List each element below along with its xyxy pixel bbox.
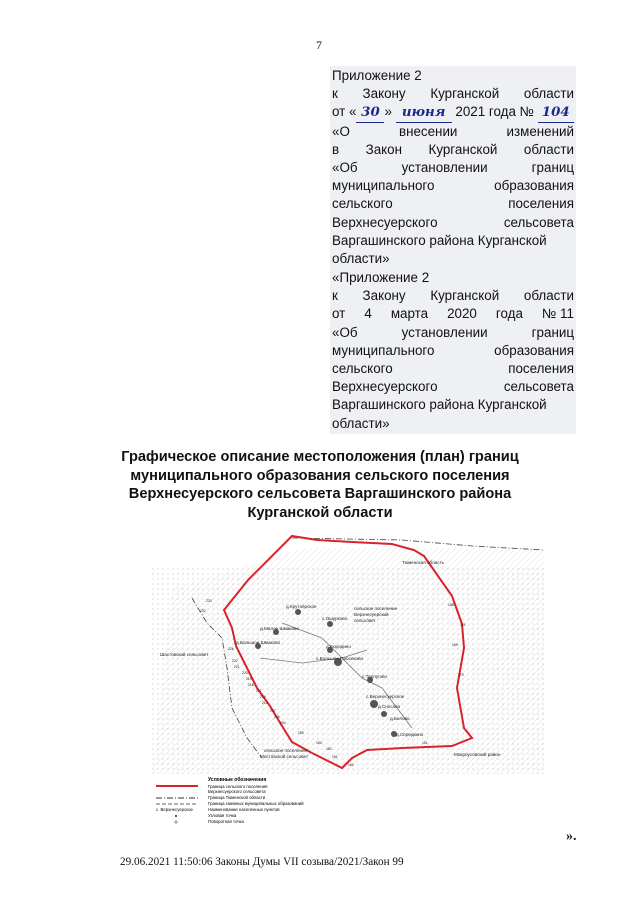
point-number: 226 (228, 647, 234, 651)
map-label: с.Терпугово (362, 674, 388, 679)
appendix-line: сельского поселения (332, 361, 574, 377)
point-number: 233 (206, 599, 212, 603)
legend-title: Условные обозначения (208, 777, 267, 783)
map-label: сельское поселение (354, 606, 398, 611)
map-label: с.Ошурково (322, 616, 348, 621)
point-number: 216 (260, 695, 266, 699)
point-number: 207 (270, 709, 276, 713)
map-label: Тюменская область (402, 560, 444, 565)
point-number: 222 (232, 659, 238, 663)
settlement-marker (295, 609, 301, 615)
map-label: д.Бородино (326, 644, 351, 649)
map-label: сельсовет (354, 618, 376, 623)
map-label: Мокроусовский район (454, 752, 501, 757)
map-label: д.Сносово (378, 704, 401, 709)
legend-item: Поворотная точка (208, 819, 244, 824)
appendix-line: в Закон Курганской области (332, 141, 574, 157)
legend-item: Граница Тюменской области (208, 795, 266, 800)
legend-turn-point-icon (175, 821, 177, 823)
legend-item: Граница смежных муниципальных образований (208, 801, 304, 806)
map-label: д.Середкино (396, 732, 424, 737)
appendix-line: области» (332, 415, 390, 431)
point-number: 182 (326, 747, 332, 751)
point-number: 217 (256, 689, 262, 693)
map-label: д.Крутоярское (286, 604, 317, 609)
appendix-line: к Закону Курганской области (332, 86, 574, 102)
appendix-line: «О внесении изменений (332, 123, 574, 139)
settlement-marker (370, 700, 378, 708)
appendix-line: «Об установлении границ (332, 160, 574, 176)
handwritten-law-number: 104 (538, 103, 574, 122)
appendix-line: Верхнесуерского сельсовета (332, 214, 574, 230)
appendix-line: от 4 марта 2020 года № 11 (332, 306, 574, 322)
boundary-map (152, 528, 544, 834)
point-number: 181 (332, 755, 338, 759)
map-label: с.Верхнесуерское (366, 694, 405, 699)
map-label: с.Большое Просеково (316, 656, 364, 661)
appendix-line: Варгашинского района Курганской (332, 397, 547, 413)
handwritten-day: 30 (356, 103, 384, 122)
point-number: 218 (248, 683, 254, 687)
appendix-line: сельского поселения (332, 196, 574, 212)
boundary-map-svg (152, 528, 544, 834)
point-number: 160 (348, 763, 354, 767)
map-legend (156, 776, 304, 824)
point-number: 221 (234, 665, 240, 669)
appendix-title: Приложение 2 (332, 68, 422, 83)
legend-node-point-icon (175, 815, 177, 817)
legend-sample-place: с. Верхнесуерское (156, 807, 193, 812)
point-number: 219 (246, 677, 252, 681)
settlement-marker (327, 621, 333, 627)
point-number: 220 (242, 671, 248, 675)
footer-stamp: 29.06.2021 11:50:06 Законы Думы VII созыва/2021/Закон 99 (120, 856, 404, 868)
appendix-line: области» (332, 251, 390, 267)
appendix-date-line: от « 30 » июня 2021 года № 104 (332, 103, 574, 122)
point-number: 183 (316, 741, 322, 745)
point-number: 232 (200, 609, 206, 613)
map-label: Шастовский сельсовет (160, 652, 209, 657)
map-label: сельское поселение (264, 748, 308, 753)
map-label: д.Большое Шмаково (236, 640, 281, 645)
legend-item: Верхнесуерского сельсовета (208, 789, 266, 794)
point-number: 206 (274, 715, 280, 719)
legend-item: Граница сельского поселения (208, 784, 268, 789)
document-title: Графическое описание местоположения (план) границ муниципального образования сельского поселения Верхнесуерского сельсовета Варгашинского района Курганской области (121, 449, 519, 521)
appendix-line: «Об установлении границ (332, 324, 574, 340)
appendix-original-block (330, 268, 576, 434)
point-number: 169 (452, 643, 458, 647)
point-number: 189 (298, 731, 304, 735)
map-label: д.Белово (390, 716, 410, 721)
point-number: 115 (460, 623, 466, 627)
legend-item: Узловая точка (208, 813, 237, 818)
point-number: 151 (422, 741, 428, 745)
handwritten-month: июня (396, 103, 452, 122)
appendix-line: Верхнесуерского сельсовета (332, 379, 574, 395)
appendix-title: «Приложение 2 (332, 270, 430, 285)
appendix-current-block (330, 66, 576, 269)
point-number: 213 (262, 701, 268, 705)
page-number: 7 (316, 38, 322, 52)
legend-item: Наименование населенных пунктов (208, 807, 280, 812)
map-label: Мостовской сельсовет (260, 754, 309, 759)
terrain-hatching (152, 548, 544, 774)
point-number: 173 (458, 673, 464, 677)
appendix-line: к Закону Курганской области (332, 288, 574, 304)
closing-quote: ». (566, 829, 577, 844)
point-number: 168 (448, 603, 454, 607)
appendix-line: муниципального образования (332, 342, 574, 358)
settlement-marker (381, 711, 387, 717)
map-label: Верхнесуерский (354, 612, 389, 617)
map-label: д.Малое Шмаково (260, 626, 299, 631)
appendix-line: Варгашинского района Курганской (332, 232, 547, 248)
point-number: 204 (280, 721, 286, 725)
appendix-line: муниципального образования (332, 178, 574, 194)
